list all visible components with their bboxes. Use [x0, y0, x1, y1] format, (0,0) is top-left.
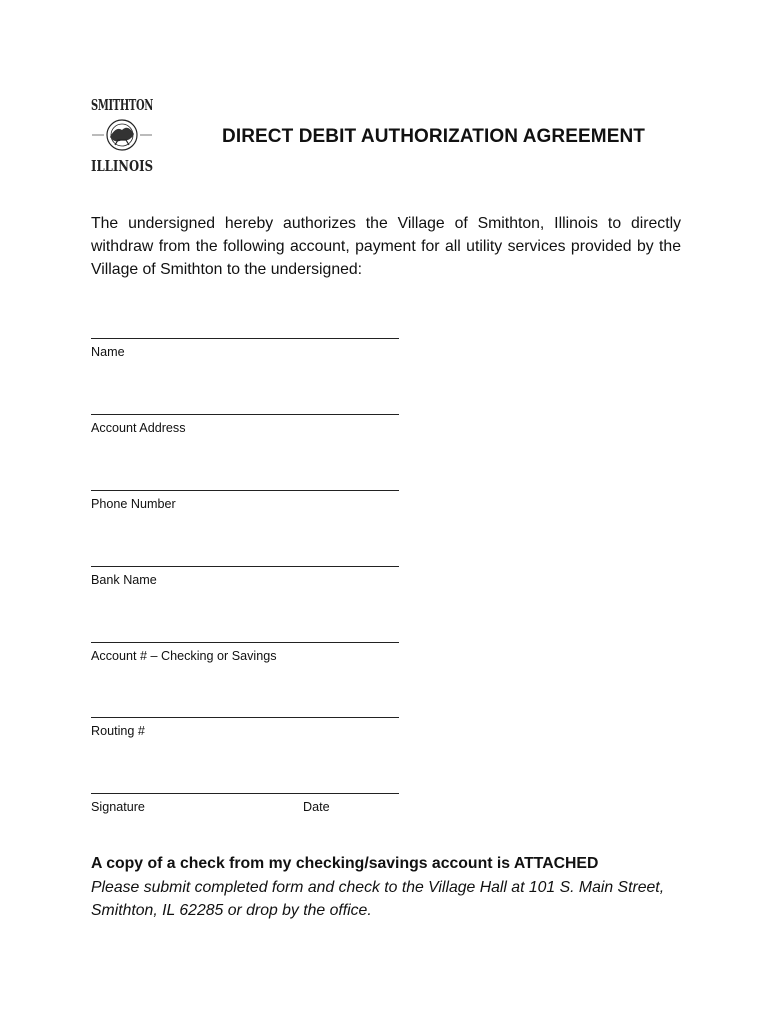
signature-line[interactable]	[91, 793, 399, 794]
bank-name-field[interactable]	[91, 566, 399, 588]
check-attached-notice: A copy of a check from my checking/savings account is ATTACHED	[91, 855, 599, 872]
routing-number-line[interactable]	[91, 717, 399, 718]
seal-graphic	[82, 90, 162, 180]
signature-labels	[91, 799, 399, 815]
authorization-paragraph: The undersigned hereby authorizes the Village of Smithton, Illinois to directly withdraw from the following account, payment for all utility services provided by the Village of Smithton to the undersigned:	[91, 215, 681, 278]
account-number-label: Account # – Checking or Savings	[91, 649, 277, 663]
bank-name-label: Bank Name	[91, 573, 157, 587]
routing-number-label: Routing #	[91, 724, 145, 738]
name-field[interactable]	[91, 338, 399, 360]
svg-text:ILLINOIS: ILLINOIS	[91, 157, 153, 175]
date-label: Date	[303, 800, 330, 814]
svg-text:SMITHTON: SMITHTON	[91, 96, 154, 114]
signature-label: Signature	[91, 800, 145, 814]
signature-date-field[interactable]	[91, 793, 399, 815]
account-address-line[interactable]	[91, 414, 399, 415]
bank-name-line[interactable]	[91, 566, 399, 567]
name-label: Name	[91, 345, 125, 359]
phone-number-label: Phone Number	[91, 497, 176, 511]
account-address-field[interactable]	[91, 414, 399, 436]
village-seal-logo	[82, 90, 162, 180]
phone-number-field[interactable]	[91, 490, 399, 512]
account-number-line[interactable]	[91, 642, 399, 643]
page-title: DIRECT DEBIT AUTHORIZATION AGREEMENT	[222, 126, 645, 147]
submission-instructions: Please submit completed form and check to the Village Hall at 101 S. Main Street, Smithton, IL 62285 or drop by the office.	[91, 879, 665, 919]
account-address-label: Account Address	[91, 421, 186, 435]
routing-number-field[interactable]	[91, 717, 399, 739]
name-signature-line[interactable]	[91, 338, 399, 339]
account-number-field[interactable]	[91, 642, 399, 664]
phone-number-line[interactable]	[91, 490, 399, 491]
